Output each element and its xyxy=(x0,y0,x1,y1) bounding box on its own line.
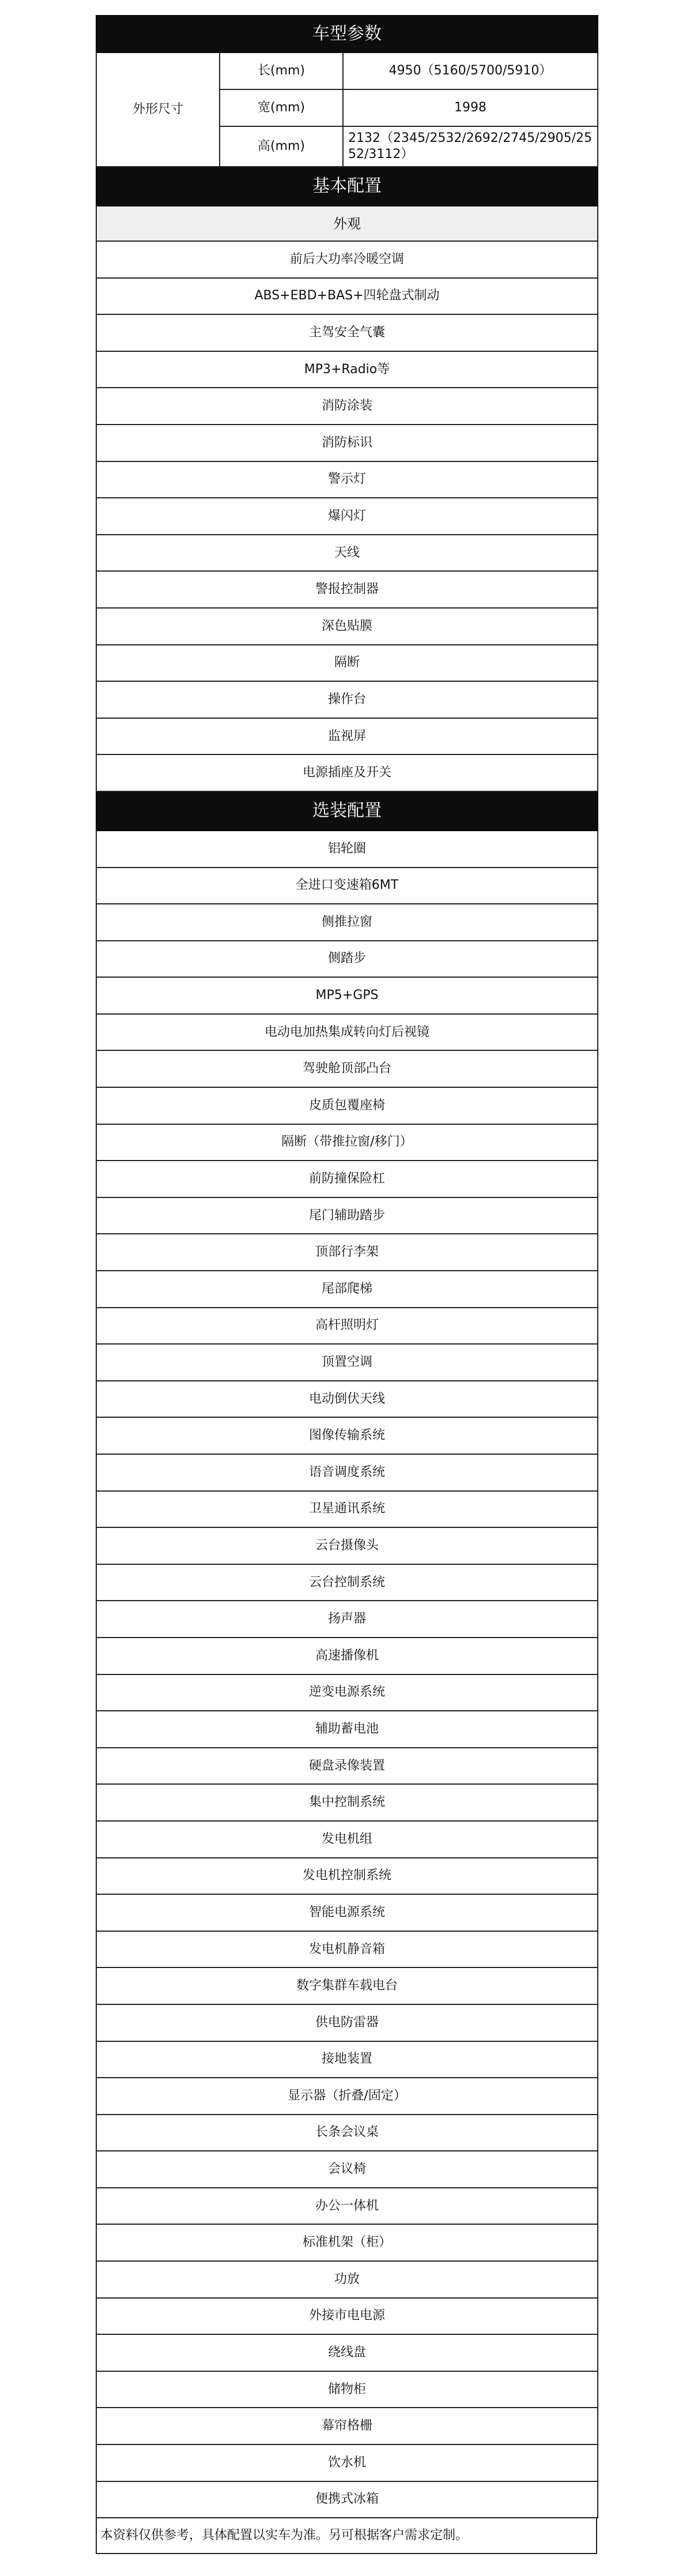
spec-table xyxy=(96,15,598,2518)
config-item: 全进口变速箱6MT xyxy=(96,868,598,904)
dimension-value: 4950（5160/5700/5910） xyxy=(343,52,598,89)
optional-config-row xyxy=(96,1234,598,1271)
basic-config-row xyxy=(96,425,598,461)
basic-config-row xyxy=(96,498,598,535)
config-item: 幕帘格栅 xyxy=(96,2408,598,2444)
config-item: 显示器（折叠/固定） xyxy=(96,2078,598,2115)
optional-config-row xyxy=(96,1527,598,1564)
config-item: 扬声器 xyxy=(96,1601,598,1638)
config-item: 电源插座及开关 xyxy=(96,754,598,791)
config-item: 饮水机 xyxy=(96,2444,598,2481)
config-item: 隔断 xyxy=(96,645,598,682)
config-item: 智能电源系统 xyxy=(96,1894,598,1931)
config-item: 侧踏步 xyxy=(96,941,598,978)
exterior-subheader: 外观 xyxy=(96,206,598,241)
basic-config-row xyxy=(96,608,598,645)
optional-config-row xyxy=(96,2481,598,2518)
optional-config-row xyxy=(96,1417,598,1454)
optional-config-row xyxy=(96,1858,598,1895)
optional-config-header-row xyxy=(96,791,598,831)
optional-config-row xyxy=(96,1454,598,1491)
config-item: 消防涂装 xyxy=(96,388,598,425)
config-item: 硬盘录像装置 xyxy=(96,1748,598,1785)
config-item: 语音调度系统 xyxy=(96,1454,598,1491)
config-item: 铝轮圈 xyxy=(96,831,598,868)
config-item: 监视屏 xyxy=(96,718,598,755)
config-item: 发电机静音箱 xyxy=(96,1931,598,1968)
optional-config-row xyxy=(96,1601,598,1638)
optional-config-row xyxy=(96,1197,598,1234)
config-item: 爆闪灯 xyxy=(96,498,598,535)
config-item: 储物柜 xyxy=(96,2371,598,2408)
config-item: 外接市电电源 xyxy=(96,2298,598,2335)
config-item: 警报控制器 xyxy=(96,571,598,608)
optional-config-row xyxy=(96,1894,598,1931)
optional-config-row xyxy=(96,2151,598,2188)
basic-config-row xyxy=(96,314,598,351)
basic-config-row xyxy=(96,351,598,388)
basic-config-title: 基本配置 xyxy=(96,167,598,206)
config-item: 高杆照明灯 xyxy=(96,1308,598,1345)
config-item: 逆变电源系统 xyxy=(96,1674,598,1711)
config-item: 集中控制系统 xyxy=(96,1784,598,1821)
config-item: 功放 xyxy=(96,2261,598,2298)
config-item: 电动倒伏天线 xyxy=(96,1381,598,1418)
optional-config-row xyxy=(96,941,598,978)
config-item: 绕线盘 xyxy=(96,2334,598,2371)
optional-config-row xyxy=(96,1050,598,1087)
basic-config-row xyxy=(96,571,598,608)
config-item: 会议椅 xyxy=(96,2151,598,2188)
model-params-header-row xyxy=(96,16,598,52)
dimension-row-length xyxy=(96,52,598,89)
optional-config-row xyxy=(96,2188,598,2225)
basic-config-row xyxy=(96,388,598,425)
optional-config-row xyxy=(96,2334,598,2371)
optional-config-row xyxy=(96,1711,598,1748)
basic-config-row xyxy=(96,718,598,755)
dimension-value: 1998 xyxy=(343,89,598,126)
dimension-label: 宽(mm) xyxy=(220,89,343,126)
config-item: 电动电加热集成转向灯后视镜 xyxy=(96,1014,598,1051)
optional-config-row xyxy=(96,1674,598,1711)
config-item: 前防撞保险杠 xyxy=(96,1161,598,1197)
optional-config-row xyxy=(96,868,598,904)
config-item: MP5+GPS xyxy=(96,977,598,1014)
optional-config-row xyxy=(96,1564,598,1601)
footer-note: 本资料仅供参考，具体配置以实车为准。另可根据客户需求定制。 xyxy=(96,2518,597,2554)
optional-config-row xyxy=(96,1381,598,1418)
spec-table-body xyxy=(96,16,598,2518)
config-item: 操作台 xyxy=(96,681,598,718)
basic-config-row xyxy=(96,645,598,682)
basic-config-row xyxy=(96,681,598,718)
config-item: 消防标识 xyxy=(96,425,598,461)
config-item: 便携式冰箱 xyxy=(96,2481,598,2518)
optional-config-row xyxy=(96,1161,598,1197)
config-item: 标准机架（柜） xyxy=(96,2224,598,2261)
optional-config-row xyxy=(96,2004,598,2041)
config-item: 警示灯 xyxy=(96,461,598,498)
config-item: 天线 xyxy=(96,535,598,572)
basic-config-header-row xyxy=(96,167,598,206)
config-item: 主驾安全气囊 xyxy=(96,314,598,351)
config-item: 顶置空调 xyxy=(96,1344,598,1381)
optional-config-row xyxy=(96,2298,598,2335)
basic-config-row xyxy=(96,241,598,278)
model-params-title: 车型参数 xyxy=(96,16,598,52)
basic-config-row xyxy=(96,278,598,315)
optional-config-row xyxy=(96,1748,598,1785)
optional-config-row xyxy=(96,977,598,1014)
config-item: 发电机组 xyxy=(96,1821,598,1858)
optional-config-row xyxy=(96,1124,598,1161)
optional-config-row xyxy=(96,2261,598,2298)
exterior-subheader-row xyxy=(96,206,598,241)
config-item: 接地装置 xyxy=(96,2041,598,2078)
config-item: 图像传输系统 xyxy=(96,1417,598,1454)
dimension-group-label: 外形尺寸 xyxy=(96,52,220,167)
optional-config-row xyxy=(96,904,598,941)
config-item: 顶部行李架 xyxy=(96,1234,598,1271)
config-item: 云台控制系统 xyxy=(96,1564,598,1601)
config-item: 尾部爬梯 xyxy=(96,1271,598,1308)
optional-config-row xyxy=(96,2078,598,2115)
config-item: 侧推拉窗 xyxy=(96,904,598,941)
optional-config-row xyxy=(96,1308,598,1345)
dimension-value: 2132（2345/2532/2692/2745/2905/2552/3112） xyxy=(343,126,598,167)
optional-config-row xyxy=(96,1344,598,1381)
config-item: 辅助蓄电池 xyxy=(96,1711,598,1748)
optional-config-row xyxy=(96,1638,598,1674)
optional-config-row xyxy=(96,1087,598,1124)
optional-config-row xyxy=(96,1271,598,1308)
config-item: 发电机控制系统 xyxy=(96,1858,598,1895)
config-item: 数字集群车载电台 xyxy=(96,1967,598,2004)
optional-config-row xyxy=(96,1931,598,1968)
config-item: 深色贴膜 xyxy=(96,608,598,645)
config-item: 卫星通讯系统 xyxy=(96,1491,598,1528)
optional-config-row xyxy=(96,1967,598,2004)
basic-config-row xyxy=(96,461,598,498)
optional-config-row xyxy=(96,1784,598,1821)
optional-config-row xyxy=(96,1821,598,1858)
optional-config-row xyxy=(96,831,598,868)
optional-config-row xyxy=(96,2371,598,2408)
optional-config-row xyxy=(96,2224,598,2261)
config-item: 尾门辅助踏步 xyxy=(96,1197,598,1234)
optional-config-row xyxy=(96,2408,598,2444)
dimension-label: 高(mm) xyxy=(220,126,343,167)
config-item: 长条会议桌 xyxy=(96,2115,598,2151)
config-item: 办公一体机 xyxy=(96,2188,598,2225)
optional-config-row xyxy=(96,2041,598,2078)
optional-config-title: 选装配置 xyxy=(96,791,598,831)
config-item: 前后大功率冷暖空调 xyxy=(96,241,598,278)
config-item: MP3+Radio等 xyxy=(96,351,598,388)
optional-config-row xyxy=(96,1491,598,1528)
config-item: 云台摄像头 xyxy=(96,1527,598,1564)
dimension-label: 长(mm) xyxy=(220,52,343,89)
basic-config-row xyxy=(96,535,598,572)
optional-config-row xyxy=(96,1014,598,1051)
config-item: 供电防雷器 xyxy=(96,2004,598,2041)
optional-config-row xyxy=(96,2444,598,2481)
config-item: ABS+EBD+BAS+四轮盘式制动 xyxy=(96,278,598,315)
config-item: 驾驶舱顶部凸台 xyxy=(96,1050,598,1087)
spec-sheet xyxy=(96,15,597,2554)
config-item: 高速播像机 xyxy=(96,1638,598,1674)
config-item: 隔断（带推拉窗/移门） xyxy=(96,1124,598,1161)
basic-config-row xyxy=(96,754,598,791)
config-item: 皮质包覆座椅 xyxy=(96,1087,598,1124)
optional-config-row xyxy=(96,2115,598,2151)
